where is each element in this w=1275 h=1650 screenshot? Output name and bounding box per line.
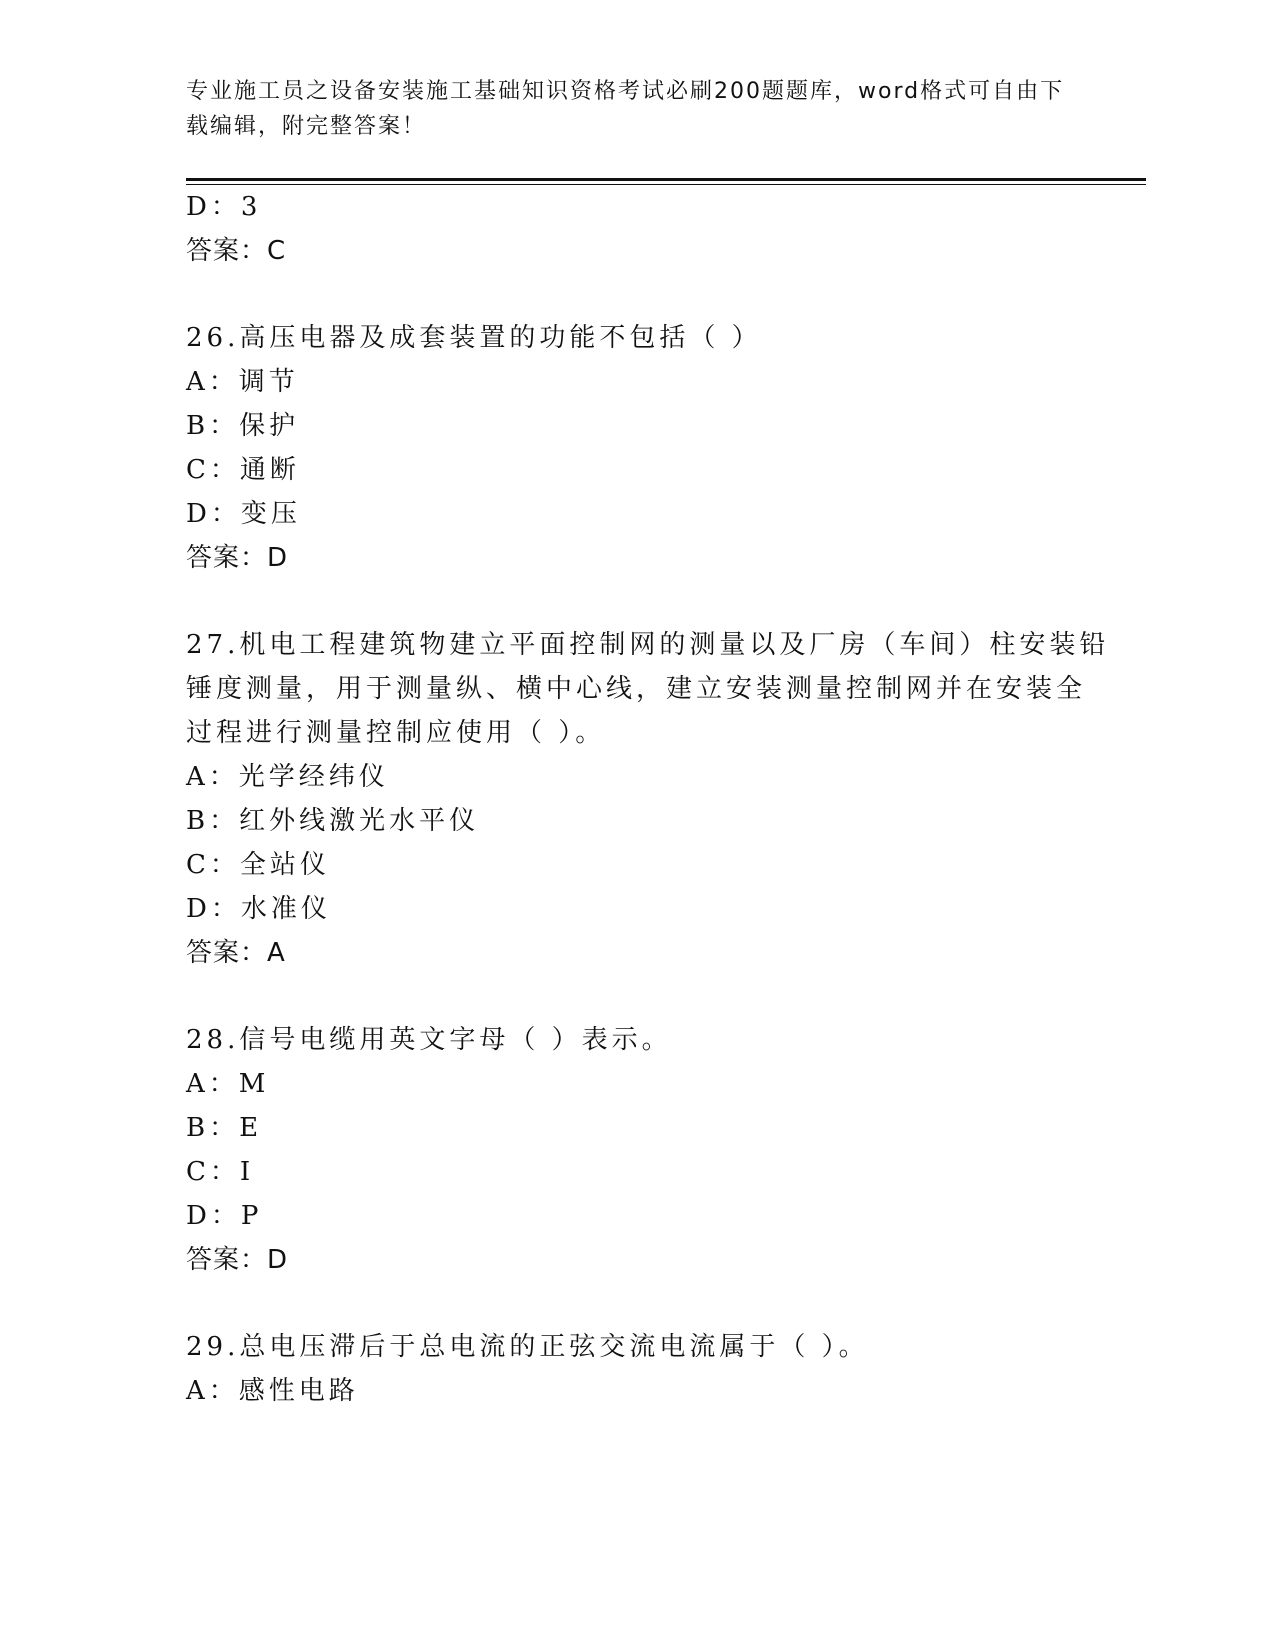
- q27-option-d: D：水准仪: [186, 894, 331, 924]
- header-rule-thick: [186, 178, 1146, 181]
- q28-option-a: A：M: [186, 1069, 270, 1099]
- q26-option-a: A：调节: [186, 367, 299, 397]
- q28-option-b: B：E: [186, 1113, 263, 1143]
- q27-answer: 答案：A: [186, 938, 286, 968]
- option-d-previous: D：3: [186, 192, 262, 222]
- q26-option-d: D：变压: [186, 499, 301, 529]
- document-header: 专业施工员之设备安装施工基础知识资格考试必刷200题题库，word格式可自由下载编辑，附完整答案！: [186, 79, 1065, 139]
- q28-option-d: D：P: [186, 1201, 263, 1231]
- question-28: 28.信号电缆用英文字母（ ）表示。: [186, 1025, 672, 1055]
- q27-option-b: B：红外线激光水平仪: [186, 806, 480, 836]
- q26-option-c: C：通断: [186, 455, 300, 485]
- q26-answer: 答案：D: [186, 543, 289, 573]
- q28-answer: 答案：D: [186, 1245, 289, 1275]
- question-27-line-1: 27.机电工程建筑物建立平面控制网的测量以及厂房（车间）柱安装铅: [186, 630, 1110, 660]
- q27-option-a: A：光学经纬仪: [186, 762, 389, 792]
- question-29: 29.总电压滞后于总电流的正弦交流电流属于（ ）。: [186, 1332, 869, 1362]
- question-27-line-3: 过程进行测量控制应使用（ ）。: [186, 718, 606, 748]
- q28-option-c: C：I: [186, 1157, 255, 1187]
- answer-previous: 答案：C: [186, 236, 287, 266]
- question-27-line-2: 锤度测量，用于测量纵、横中心线，建立安装测量控制网并在安装全: [186, 674, 1087, 704]
- question-26: 26.高压电器及成套装置的功能不包括（ ）: [186, 323, 762, 353]
- header-rule-thin: [186, 184, 1146, 185]
- q26-option-b: B：保护: [186, 411, 300, 441]
- q29-option-a: A：感性电路: [186, 1376, 359, 1406]
- q27-option-c: C：全站仪: [186, 850, 330, 880]
